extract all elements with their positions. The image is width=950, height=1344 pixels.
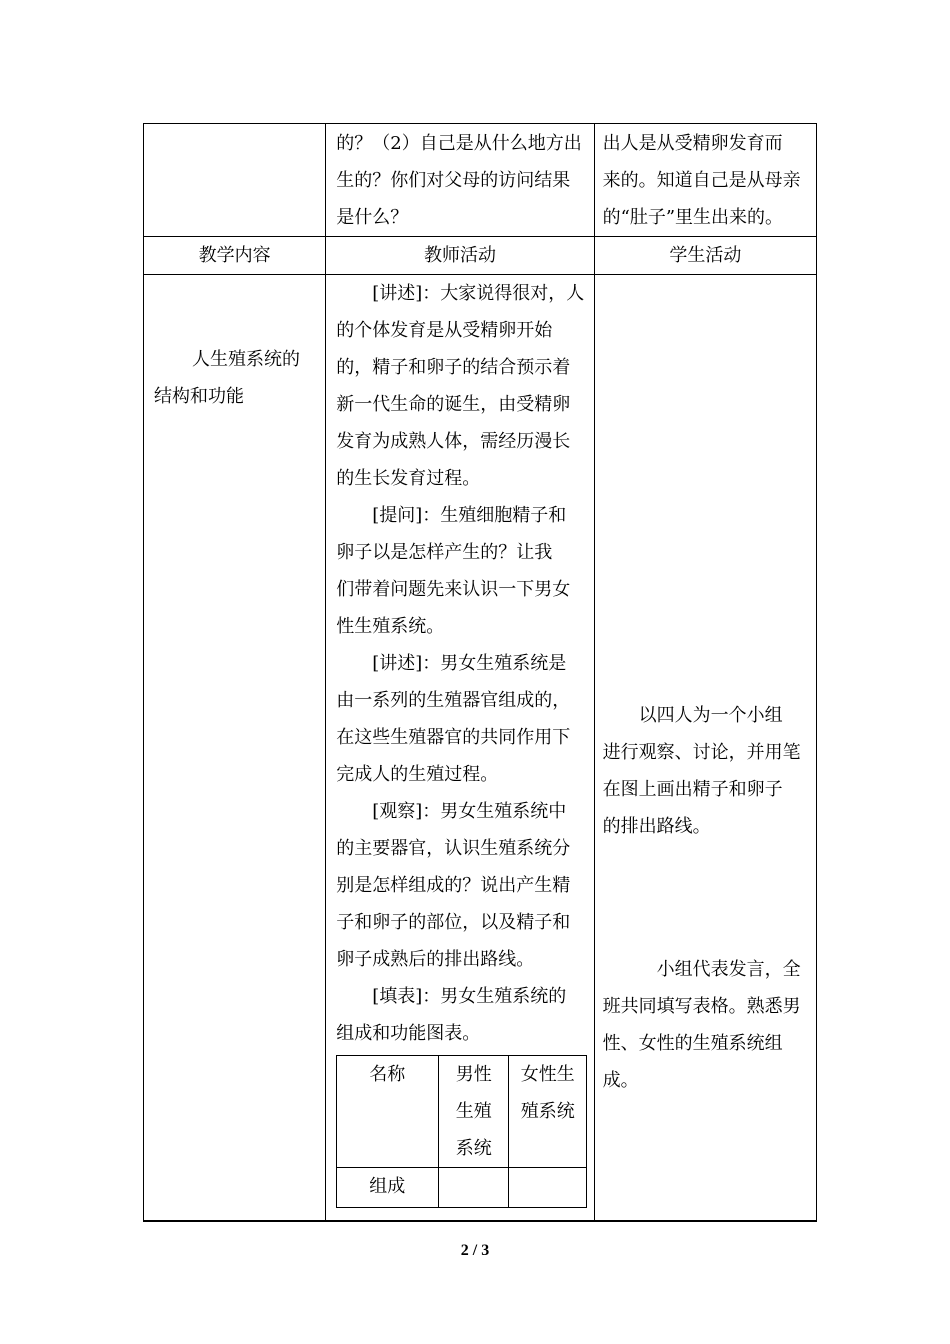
text-line: 完成人的生殖过程。 xyxy=(336,764,499,785)
text-line: [讲述]：男女生殖系统是 xyxy=(372,653,567,674)
text-line: 小组代表发言，全 xyxy=(656,959,801,980)
header-teacher: 教师活动 xyxy=(326,237,594,275)
inner-header-name: 名称 xyxy=(337,1056,439,1168)
header-row xyxy=(144,237,817,275)
text-line: 的？（2）自己是从什么地方出 xyxy=(336,133,582,154)
inner-empty-cell xyxy=(509,1168,587,1208)
text-line: 以四人为一个小组 xyxy=(638,705,783,726)
empty-cell xyxy=(144,124,326,237)
text-line: [讲述]：大家说得很对，人 xyxy=(372,283,585,304)
text-line: 是什么？ xyxy=(336,207,409,228)
text-line: 男性 xyxy=(455,1064,492,1085)
text-line: 卵子成熟后的排出路线。 xyxy=(336,949,535,970)
student-activity-cell xyxy=(594,275,816,1222)
table-row-continued xyxy=(144,124,817,237)
student-paragraph-1 xyxy=(603,697,814,845)
text-line: 成。 xyxy=(602,1070,639,1091)
header-content: 教学内容 xyxy=(144,237,326,275)
inner-header-female xyxy=(509,1056,587,1168)
text-line: 组成和功能图表。 xyxy=(336,1023,481,1044)
page-number: 2 / 3 xyxy=(460,1242,490,1259)
text-line: 发育为成熟人体，需经历漫长 xyxy=(336,431,571,452)
text-line: 在这些生殖器官的共同作用下 xyxy=(336,727,571,748)
text-line: 生殖 xyxy=(455,1101,492,1122)
teacher-continued-cell xyxy=(326,124,594,237)
student-paragraph-2 xyxy=(603,951,814,1099)
teacher-activity-cell xyxy=(326,275,594,1222)
text-line: 生的？你们对父母的访问结果 xyxy=(336,170,571,191)
text-line: 的生长发育过程。 xyxy=(336,468,481,489)
text-line: [观察]：男女生殖系统中 xyxy=(372,801,567,822)
text-line: 的，精子和卵子的结合预示着 xyxy=(336,357,571,378)
text-line: 别是怎样组成的？说出产生精 xyxy=(336,875,571,896)
text-line: 的主要器官，认识生殖系统分 xyxy=(336,838,571,859)
inner-row-composition: 组成 xyxy=(337,1168,439,1208)
text-line: [提问]：生殖细胞精子和 xyxy=(372,505,567,526)
student-continued-cell xyxy=(594,124,816,237)
text-line: 进行观察、讨论，并用笔 xyxy=(602,742,801,763)
text-line: 来的。知道自己是从母亲 xyxy=(602,170,801,191)
text-line: 女性生 xyxy=(520,1064,575,1085)
text-line: 由一系列的生殖器官组成的， xyxy=(336,690,571,711)
text-line: 的排出路线。 xyxy=(602,816,711,837)
text-line: 班共同填写表格。熟悉男 xyxy=(602,996,801,1017)
lesson-table xyxy=(143,123,817,1222)
inner-header-male xyxy=(439,1056,509,1168)
content-line: 人生殖系统的 xyxy=(192,349,300,370)
paragraph-observe xyxy=(336,793,587,978)
text-line: 殖系统 xyxy=(520,1101,575,1122)
paragraph-fill-table xyxy=(336,978,587,1052)
text-line: 在图上画出精子和卵子 xyxy=(602,779,783,800)
table-row-body xyxy=(144,275,817,1222)
text-line: 出人是从受精卵发育而 xyxy=(602,133,783,154)
text-line: 们带着问题先来认识一下男女 xyxy=(336,579,571,600)
text-line: 的“肚子”里生出来的。 xyxy=(602,207,784,228)
inner-empty-cell xyxy=(439,1168,509,1208)
paragraph-lecture-2 xyxy=(336,645,587,793)
content-line: 结构和功能 xyxy=(154,386,244,407)
content-cell xyxy=(144,275,326,1222)
header-student: 学生活动 xyxy=(594,237,816,275)
text-line: 卵子以是怎样产生的？让我 xyxy=(336,542,553,563)
text-line: [填表]：男女生殖系统的 xyxy=(372,986,567,1007)
text-line: 子和卵子的部位，以及精子和 xyxy=(336,912,571,933)
text-line: 性、女性的生殖系统组 xyxy=(602,1033,783,1054)
text-line: 系统 xyxy=(455,1138,492,1159)
paragraph-lecture-1 xyxy=(336,275,587,497)
text-line: 的个体发育是从受精卵开始 xyxy=(336,320,553,341)
paragraph-question xyxy=(336,497,587,645)
text-line: 性生殖系统。 xyxy=(336,616,445,637)
reproductive-system-table xyxy=(336,1055,587,1208)
text-line: 新一代生命的诞生，由受精卵 xyxy=(336,394,571,415)
